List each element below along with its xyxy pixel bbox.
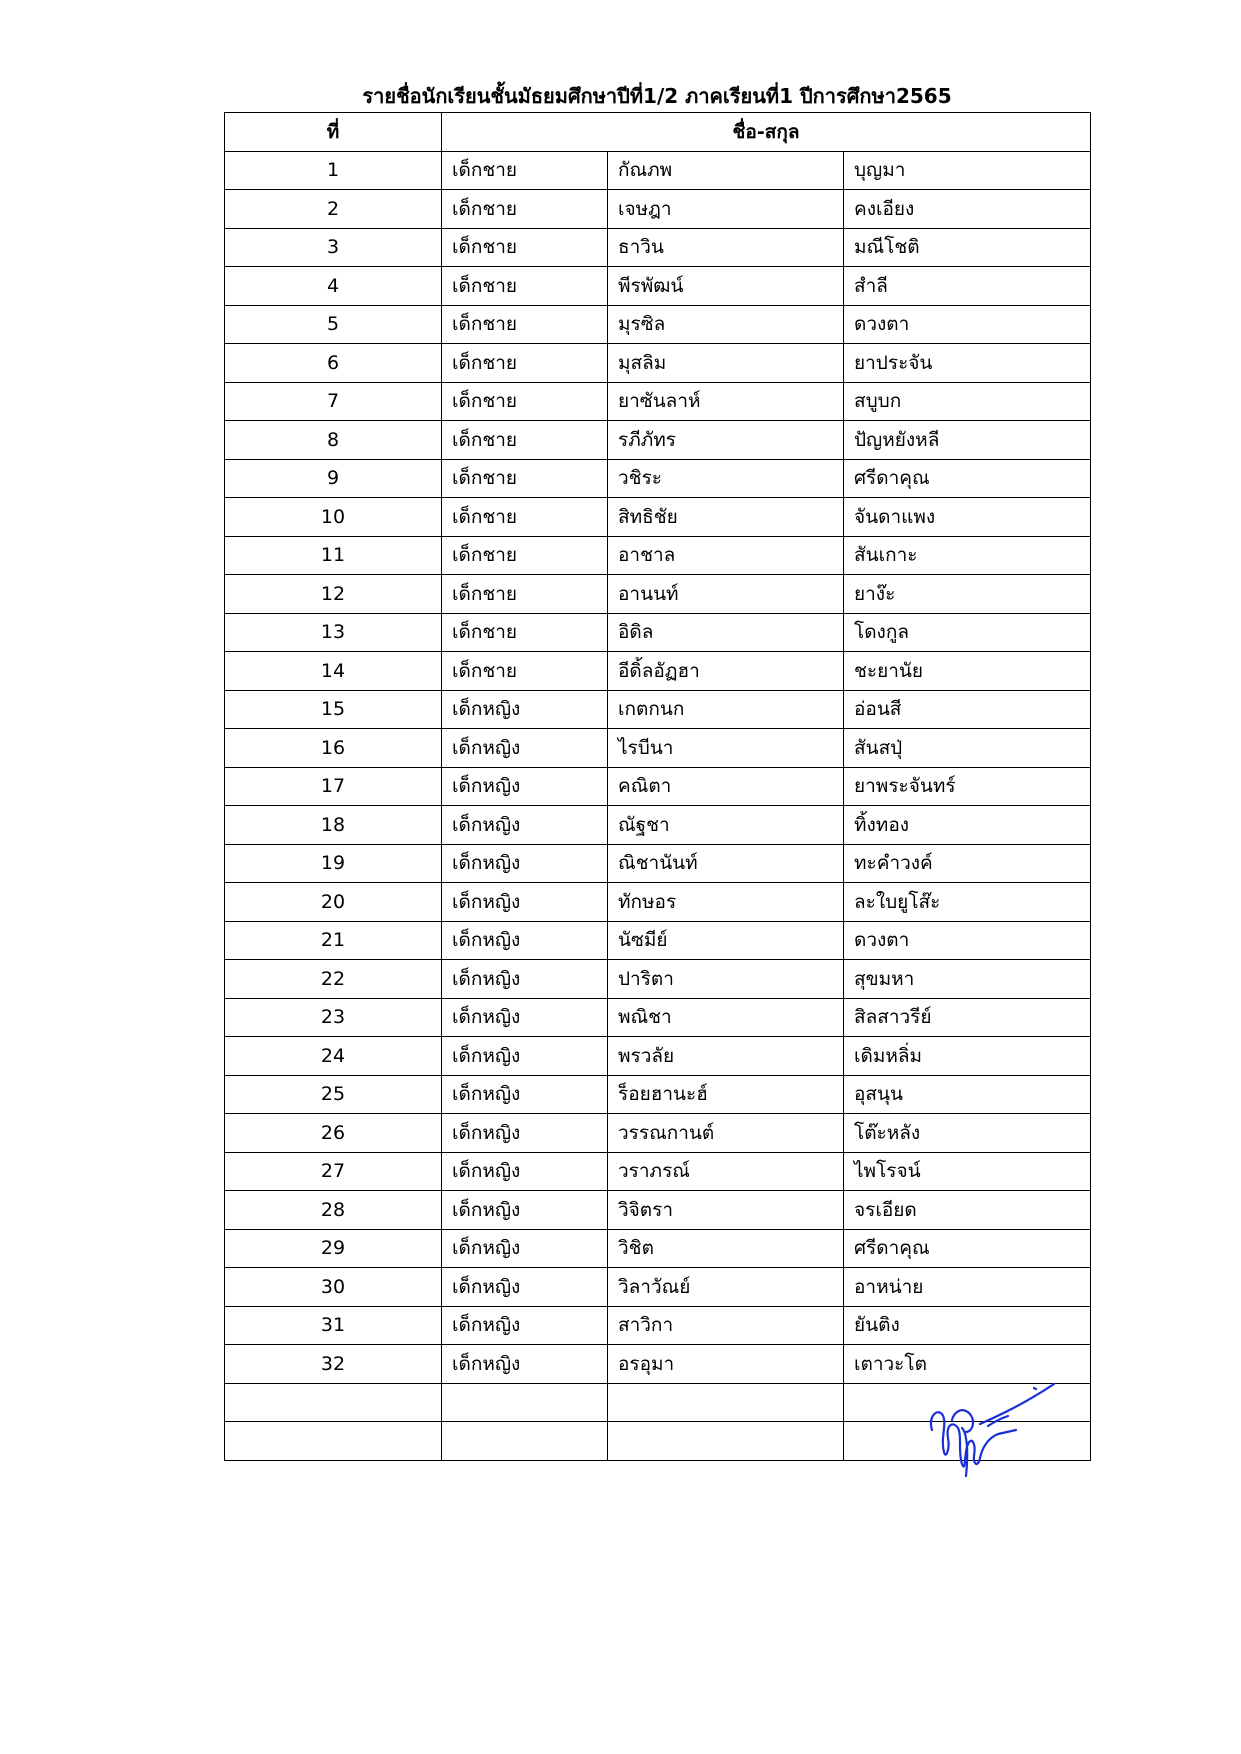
row-last-name: โต๊ะหลัง bbox=[844, 1114, 1091, 1153]
row-number: 27 bbox=[225, 1152, 442, 1191]
row-number bbox=[225, 1422, 442, 1461]
row-number: 11 bbox=[225, 536, 442, 575]
row-prefix: เด็กชาย bbox=[442, 536, 608, 575]
row-first-name: สิทธิชัย bbox=[608, 498, 844, 537]
row-number: 8 bbox=[225, 421, 442, 460]
row-last-name: อาหน่าย bbox=[844, 1268, 1091, 1307]
row-prefix: เด็กหญิง bbox=[442, 883, 608, 922]
row-last-name: สันสปุ่ bbox=[844, 729, 1091, 768]
row-prefix: เด็กหญิง bbox=[442, 1229, 608, 1268]
row-prefix: เด็กหญิง bbox=[442, 690, 608, 729]
row-prefix: เด็กหญิง bbox=[442, 960, 608, 999]
row-last-name: ปัญหยังหลี bbox=[844, 421, 1091, 460]
row-prefix: เด็กชาย bbox=[442, 382, 608, 421]
row-number: 3 bbox=[225, 228, 442, 267]
table-row bbox=[225, 960, 1091, 999]
row-first-name: มุรซิล bbox=[608, 305, 844, 344]
row-prefix: เด็กชาย bbox=[442, 190, 608, 229]
row-first-name: อรอุมา bbox=[608, 1345, 844, 1384]
row-prefix: เด็กหญิง bbox=[442, 1152, 608, 1191]
row-prefix: เด็กหญิง bbox=[442, 998, 608, 1037]
row-number bbox=[225, 1383, 442, 1422]
row-first-name: กัณภพ bbox=[608, 151, 844, 190]
table-row bbox=[225, 305, 1091, 344]
row-prefix: เด็กหญิง bbox=[442, 844, 608, 883]
row-first-name: เจษฎา bbox=[608, 190, 844, 229]
row-last-name: สันเกาะ bbox=[844, 536, 1091, 575]
row-first-name: วราภรณ์ bbox=[608, 1152, 844, 1191]
row-first-name: ณัฐชา bbox=[608, 806, 844, 845]
table-row bbox=[225, 498, 1091, 537]
row-last-name: ไพโรจน์ bbox=[844, 1152, 1091, 1191]
row-number: 24 bbox=[225, 1037, 442, 1076]
row-prefix: เด็กชาย bbox=[442, 498, 608, 537]
row-last-name: ชะยานัย bbox=[844, 652, 1091, 691]
row-first-name: วรรณกานต์ bbox=[608, 1114, 844, 1153]
row-number: 19 bbox=[225, 844, 442, 883]
row-last-name: เดิมหลิ่ม bbox=[844, 1037, 1091, 1076]
row-number: 26 bbox=[225, 1114, 442, 1153]
row-first-name: ธาวิน bbox=[608, 228, 844, 267]
row-number: 16 bbox=[225, 729, 442, 768]
row-number: 2 bbox=[225, 190, 442, 229]
row-number: 13 bbox=[225, 613, 442, 652]
row-last-name: ละใบยูโส๊ะ bbox=[844, 883, 1091, 922]
row-prefix: เด็กชาย bbox=[442, 305, 608, 344]
row-first-name: พณิชา bbox=[608, 998, 844, 1037]
row-prefix: เด็กหญิง bbox=[442, 1268, 608, 1307]
row-prefix: เด็กชาย bbox=[442, 267, 608, 306]
row-prefix: เด็กชาย bbox=[442, 575, 608, 614]
row-prefix: เด็กหญิง bbox=[442, 921, 608, 960]
row-last-name: ยาพระจันทร์ bbox=[844, 767, 1091, 806]
row-first-name: ณิชานันท์ bbox=[608, 844, 844, 883]
row-number: 31 bbox=[225, 1306, 442, 1345]
table-row bbox=[225, 613, 1091, 652]
row-first-name: วิชิต bbox=[608, 1229, 844, 1268]
table-body bbox=[225, 151, 1091, 1460]
table-row bbox=[225, 998, 1091, 1037]
row-prefix: เด็กหญิง bbox=[442, 1114, 608, 1153]
row-number: 20 bbox=[225, 883, 442, 922]
table-row bbox=[225, 190, 1091, 229]
row-number: 22 bbox=[225, 960, 442, 999]
row-last-name: ทิ้งทอง bbox=[844, 806, 1091, 845]
table-row bbox=[225, 690, 1091, 729]
row-first-name: ร็อยฮานะฮ์ bbox=[608, 1075, 844, 1114]
table-row bbox=[225, 1075, 1091, 1114]
row-last-name: ดวงตา bbox=[844, 305, 1091, 344]
row-prefix: เด็กชาย bbox=[442, 228, 608, 267]
row-prefix: เด็กชาย bbox=[442, 613, 608, 652]
row-first-name bbox=[608, 1383, 844, 1422]
table-row bbox=[225, 1037, 1091, 1076]
row-number: 10 bbox=[225, 498, 442, 537]
row-first-name: สาวิกา bbox=[608, 1306, 844, 1345]
row-first-name: ปาริตา bbox=[608, 960, 844, 999]
row-number: 25 bbox=[225, 1075, 442, 1114]
row-number: 30 bbox=[225, 1268, 442, 1307]
row-number: 6 bbox=[225, 344, 442, 383]
row-number: 9 bbox=[225, 459, 442, 498]
table-row bbox=[225, 844, 1091, 883]
row-number: 18 bbox=[225, 806, 442, 845]
table-row bbox=[225, 267, 1091, 306]
row-first-name: อานนท์ bbox=[608, 575, 844, 614]
row-prefix bbox=[442, 1383, 608, 1422]
row-number: 7 bbox=[225, 382, 442, 421]
row-first-name: พรวลัย bbox=[608, 1037, 844, 1076]
table-row bbox=[225, 151, 1091, 190]
table-row bbox=[225, 536, 1091, 575]
row-first-name: ยาซันลาห์ bbox=[608, 382, 844, 421]
row-first-name: วิลาวัณย์ bbox=[608, 1268, 844, 1307]
header-name: ชื่อ-สกุล bbox=[442, 113, 1091, 152]
row-number: 12 bbox=[225, 575, 442, 614]
row-first-name: มุสลิม bbox=[608, 344, 844, 383]
row-first-name: ไรบีนา bbox=[608, 729, 844, 768]
row-prefix: เด็กชาย bbox=[442, 151, 608, 190]
row-last-name: ดวงตา bbox=[844, 921, 1091, 960]
table-row bbox=[225, 382, 1091, 421]
row-first-name: วชิระ bbox=[608, 459, 844, 498]
table-row bbox=[225, 921, 1091, 960]
row-prefix: เด็กหญิง bbox=[442, 1075, 608, 1114]
row-prefix: เด็กชาย bbox=[442, 459, 608, 498]
table-row bbox=[225, 652, 1091, 691]
row-prefix: เด็กหญิง bbox=[442, 806, 608, 845]
row-first-name: ทักษอร bbox=[608, 883, 844, 922]
row-last-name: อุสนุน bbox=[844, 1075, 1091, 1114]
row-number: 21 bbox=[225, 921, 442, 960]
row-first-name: พีรพัฒน์ bbox=[608, 267, 844, 306]
row-prefix: เด็กชาย bbox=[442, 652, 608, 691]
signature-stroke bbox=[931, 1384, 1054, 1476]
table-row bbox=[225, 883, 1091, 922]
row-last-name: จรเอียด bbox=[844, 1191, 1091, 1230]
table-row bbox=[225, 421, 1091, 460]
row-first-name bbox=[608, 1422, 844, 1461]
row-number: 14 bbox=[225, 652, 442, 691]
row-number: 32 bbox=[225, 1345, 442, 1384]
table-row bbox=[225, 1114, 1091, 1153]
table-row bbox=[225, 1229, 1091, 1268]
row-prefix bbox=[442, 1422, 608, 1461]
row-last-name: ยันติง bbox=[844, 1306, 1091, 1345]
row-last-name: สำลี bbox=[844, 267, 1091, 306]
row-number: 17 bbox=[225, 767, 442, 806]
row-number: 29 bbox=[225, 1229, 442, 1268]
table-row bbox=[225, 729, 1091, 768]
row-last-name: จันดาแพง bbox=[844, 498, 1091, 537]
student-table bbox=[224, 112, 1091, 1461]
signature bbox=[928, 1378, 1058, 1488]
table-row bbox=[225, 806, 1091, 845]
row-prefix: เด็กชาย bbox=[442, 344, 608, 383]
row-last-name: ทะคำวงค์ bbox=[844, 844, 1091, 883]
row-last-name: โดงกูล bbox=[844, 613, 1091, 652]
row-prefix: เด็กหญิง bbox=[442, 1345, 608, 1384]
row-number: 28 bbox=[225, 1191, 442, 1230]
table-row bbox=[225, 1152, 1091, 1191]
row-last-name: สิลสาวรีย์ bbox=[844, 998, 1091, 1037]
row-last-name: สบูบก bbox=[844, 382, 1091, 421]
row-last-name: สุขมหา bbox=[844, 960, 1091, 999]
row-number: 23 bbox=[225, 998, 442, 1037]
row-first-name: อิดิล bbox=[608, 613, 844, 652]
row-last-name: มณีโชติ bbox=[844, 228, 1091, 267]
table-row bbox=[225, 575, 1091, 614]
row-first-name: อาชาล bbox=[608, 536, 844, 575]
row-last-name: คงเอียง bbox=[844, 190, 1091, 229]
row-prefix: เด็กหญิง bbox=[442, 767, 608, 806]
table-row bbox=[225, 1268, 1091, 1307]
row-last-name: อ่อนสี bbox=[844, 690, 1091, 729]
table-row bbox=[225, 1191, 1091, 1230]
table-row bbox=[225, 459, 1091, 498]
row-number: 5 bbox=[225, 305, 442, 344]
row-first-name: วิจิตรา bbox=[608, 1191, 844, 1230]
row-first-name: นัซมีย์ bbox=[608, 921, 844, 960]
row-prefix: เด็กหญิง bbox=[442, 1191, 608, 1230]
row-last-name: เตาวะโต bbox=[844, 1345, 1091, 1384]
row-number: 4 bbox=[225, 267, 442, 306]
row-last-name: ศรีดาคุณ bbox=[844, 1229, 1091, 1268]
page-title: รายชื่อนักเรียนชั้นมัธยมศึกษาปีที่1/2 ภาคเรียนที่1 ปีการศึกษา2565 bbox=[362, 84, 952, 108]
row-last-name: ยาประจัน bbox=[844, 344, 1091, 383]
row-prefix: เด็กหญิง bbox=[442, 729, 608, 768]
header-number: ที่ bbox=[225, 113, 442, 152]
row-first-name: รภีภัทร bbox=[608, 421, 844, 460]
row-first-name: คณิตา bbox=[608, 767, 844, 806]
row-prefix: เด็กหญิง bbox=[442, 1306, 608, 1345]
row-last-name: ศรีดาคุณ bbox=[844, 459, 1091, 498]
row-prefix: เด็กชาย bbox=[442, 421, 608, 460]
row-prefix: เด็กหญิง bbox=[442, 1037, 608, 1076]
row-first-name: เกตกนก bbox=[608, 690, 844, 729]
row-number: 15 bbox=[225, 690, 442, 729]
table-row bbox=[225, 1306, 1091, 1345]
table-header-row bbox=[225, 113, 1091, 152]
row-first-name: อีดิ้ลอัฏฮา bbox=[608, 652, 844, 691]
table-row bbox=[225, 344, 1091, 383]
table-row bbox=[225, 228, 1091, 267]
row-number: 1 bbox=[225, 151, 442, 190]
table-row bbox=[225, 767, 1091, 806]
row-last-name: บุญมา bbox=[844, 151, 1091, 190]
row-last-name: ยาง๊ะ bbox=[844, 575, 1091, 614]
